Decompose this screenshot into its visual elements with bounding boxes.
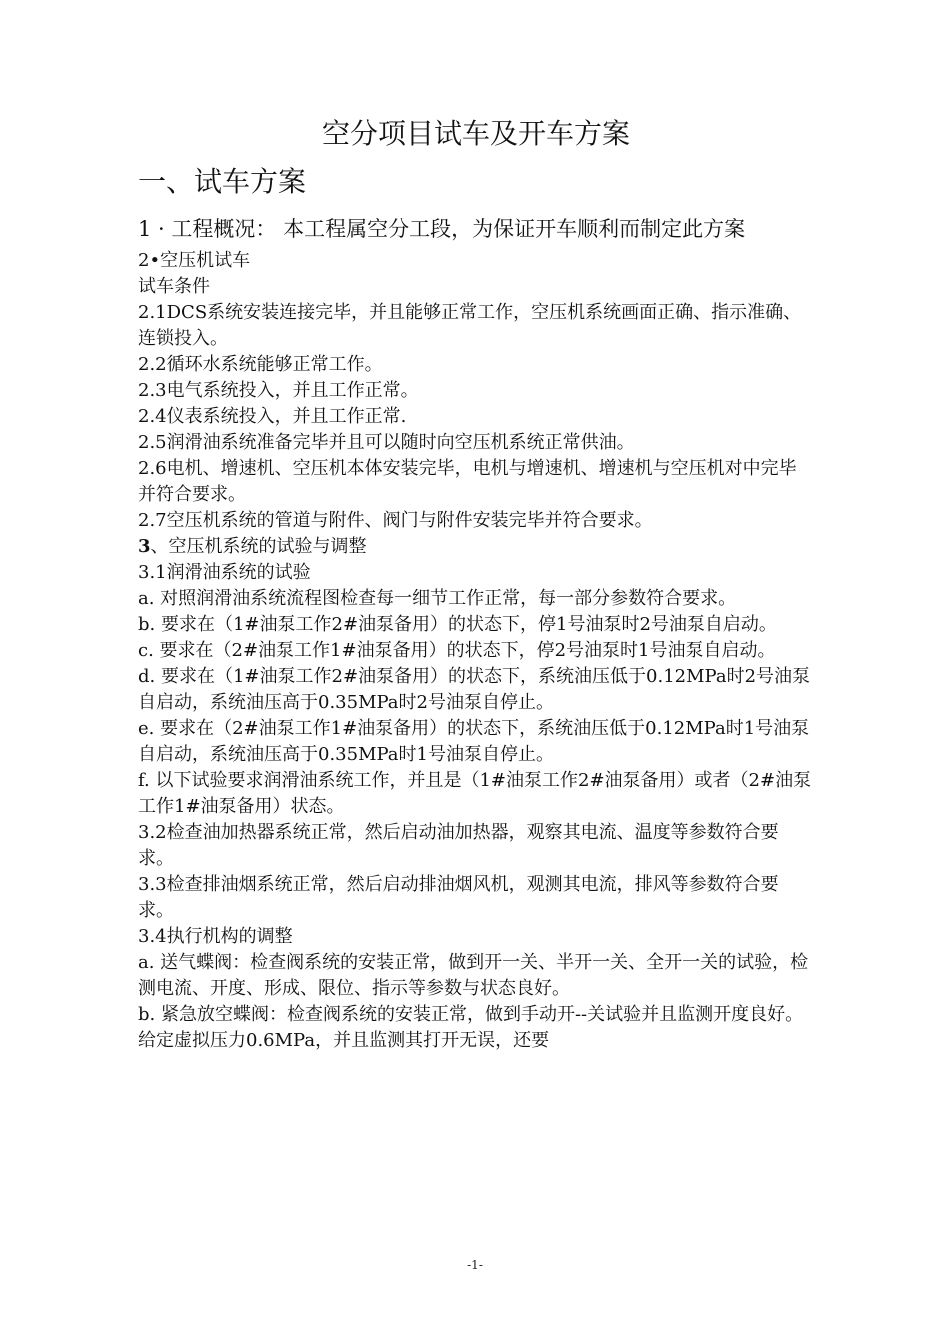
paragraph-3-1-e: e. 要求在（2#油泵工作1#油泵备用）的状态下，系统油压低于0.12MPa时1号油泵自启动，系统油压高于0.35MPa时1号油泵自停止。 xyxy=(138,718,810,765)
paragraph-3-1-d: d. 要求在（1#油泵工作2#油泵备用）的状态下，系统油压低于0.12MPa时2号油泵自启动，系统油压高于0.35MPa时2号油泵自停止。 xyxy=(138,666,811,713)
trial-conditions-subtitle: 试车条件 xyxy=(138,276,210,297)
heading-trial-plan: 一、试车方案 xyxy=(138,165,307,198)
paragraph-3-1-c: c. 要求在（2#油泵工作1#油泵备用）的状态下，停2号油泵时1号油泵自启动。 xyxy=(138,640,776,661)
section-number: 3 xyxy=(138,536,151,557)
document-body xyxy=(138,114,814,1054)
paragraph-3-1: 3.1润滑油系统的试验 xyxy=(138,562,311,583)
page-number: -1- xyxy=(467,1258,483,1272)
paragraph-3-1-a: a. 对照润滑油系统流程图检查每一细节工作正常，每一部分参数符合要求。 xyxy=(138,588,737,609)
paragraph-2-6: 2.6电机、增速机、空压机本体安装完毕，电机与增速机、增速机与空压机对中完毕并符合要求。 xyxy=(138,458,797,505)
document-title: 空分项目试车及开车方案 xyxy=(321,117,630,150)
paragraph-2-5: 2.5润滑油系统准备完毕并且可以随时向空压机系统正常供油。 xyxy=(138,432,635,453)
paragraph-3-1-b: b. 要求在（1#油泵工作2#油泵备用）的状态下，停1号油泵时2号油泵自启动。 xyxy=(138,614,777,635)
paragraph-3-3: 3.3检查排油烟系统正常，然后启动排油烟风机，观测其电流，排风等参数符合要求。 xyxy=(138,874,779,921)
section-project-overview xyxy=(138,212,814,246)
paragraph-2-3: 2.3电气系统投入，并且工作正常。 xyxy=(138,380,419,401)
paragraph-2-1: 2.1DCS系统安装连接完毕，并且能够正常工作，空压机系统画面正确、指示准确、连锁投入。 xyxy=(138,302,802,349)
paragraph-2-7: 2.7空压机系统的管道与附件、阀门与附件安装完毕并符合要求。 xyxy=(138,510,653,531)
section-heading-text: 、空压机系统的试验与调整 xyxy=(150,536,367,557)
paragraph-3-4-a: a. 送气蝶阀：检查阀系统的安装正常，做到开一关、半开一关、全开一关的试验，检测电流、开度、形成、限位、指示等参数与状态良好。 xyxy=(138,952,809,999)
section-label: 1 · 工程概况： xyxy=(138,217,277,241)
section-compressor-trial: 2•空压机试车 xyxy=(138,250,251,271)
paragraph-3-4-b: b. 紧急放空蝶阀：检查阀系统的安装正常，做到手动开--关试验并且监测开度良好。给定虚拟压力0.6MPa，并且监测其打开无误，还要 xyxy=(138,1004,804,1051)
paragraph-3-1-f: f. 以下试验要求润滑油系统工作，并且是（1#油泵工作2#油泵备用）或者（2#油泵工作1#油泵备用）状态。 xyxy=(138,770,812,817)
section-text: 本工程属空分工段，为保证开车顺利而制定此方案 xyxy=(283,217,746,241)
paragraph-3-4: 3.4执行机构的调整 xyxy=(138,926,293,947)
paragraph-3-2: 3.2检查油加热器系统正常，然后启动油加热器，观察其电流、温度等参数符合要求。 xyxy=(138,822,779,869)
paragraph-2-4: 2.4仪表系统投入，并且工作正常. xyxy=(138,406,407,427)
paragraph-2-2: 2.2循环水系统能够正常工作。 xyxy=(138,354,383,375)
section-test-adjustment xyxy=(138,534,814,560)
